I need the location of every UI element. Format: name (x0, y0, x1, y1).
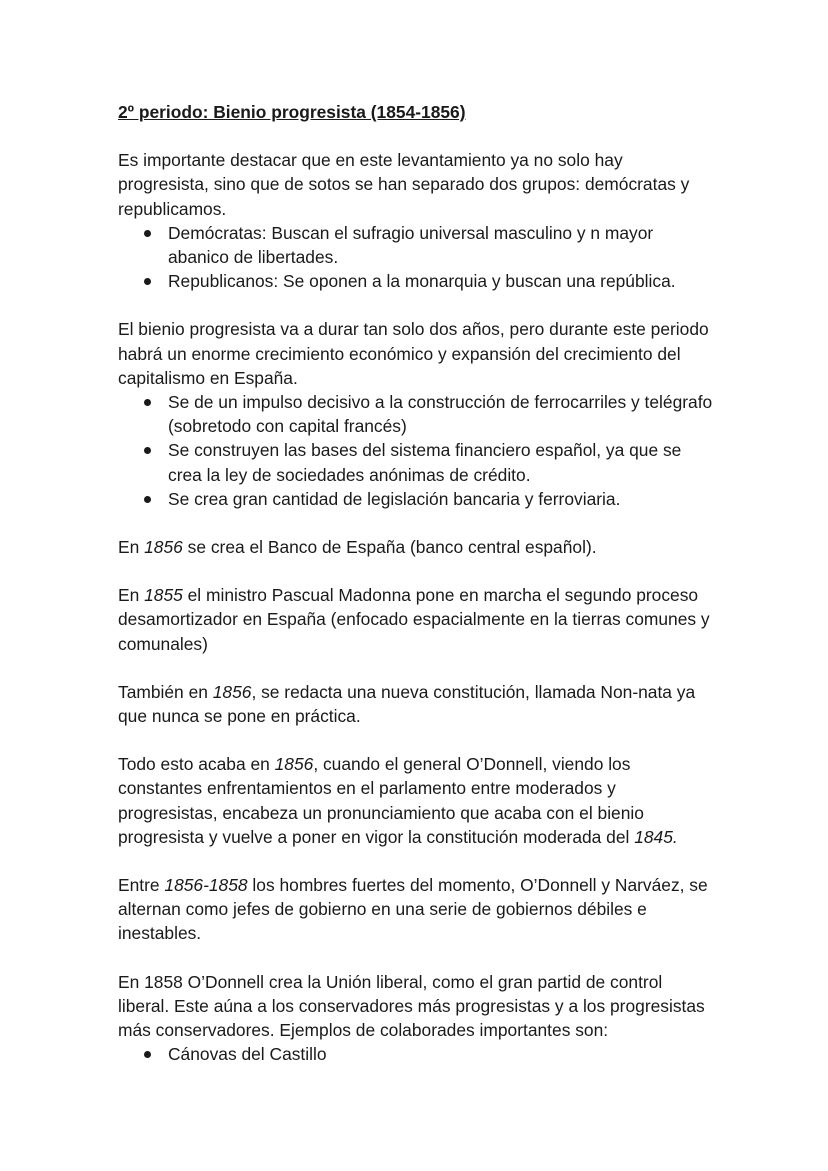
bank-paragraph: En 1856 se crea el Banco de España (banco central español). (118, 537, 597, 558)
list-item: Se construyen las bases del sistema financiero español, ya que se crea la ley de sociedades anónimas de crédito. (118, 438, 718, 486)
list-item: Se crea gran cantidad de legislación bancaria y ferroviaria. (118, 487, 718, 511)
list-item: Demócratas: Buscan el sufragio universal masculino y n mayor abanico de libertades. (118, 221, 718, 269)
desamortization-paragraph: En 1855 el ministro Pascual Madonna pone en marcha el segundo proceso desamortizador en España (enfocado espacialmente en la tierras comunes y comunales) (118, 585, 710, 654)
intro-paragraph: Es importante destacar que en este levantamiento ya no solo hay progresista, sino que de sotos se han separado dos grupos: demócratas y republicamos. (118, 150, 690, 219)
bullet-icon (144, 230, 151, 237)
list-item: Cánovas del Castillo (118, 1042, 718, 1066)
economy-paragraph: El bienio progresista va a durar tan solo dos años, pero durante este periodo habrá un enorme crecimiento económico y expansión del crecimiento del capitalismo en España. (118, 319, 709, 388)
bullet-icon (144, 496, 151, 503)
section-heading: 2º periodo: Bienio progresista (1854-1856) (118, 102, 466, 122)
alternation-paragraph: Entre 1856-1858 los hombres fuertes del momento, O’Donnell y Narváez, se alternan como jefes de gobierno en una serie de gobiernos débiles e inestables. (118, 875, 708, 944)
odonnell-paragraph: Todo esto acaba en 1856, cuando el general O’Donnell, viendo los constantes enfrentamientos en el parlamento entre moderados y progresistas, encabeza un pronunciamiento que acaba con el bienio progresista y vuelve a poner en vigor la constitución moderada del 1845. (118, 754, 678, 847)
list-item: Republicanos: Se oponen a la monarquia y buscan una república. (118, 269, 718, 293)
bullet-icon (144, 399, 151, 406)
list-item: Se de un impulso decisivo a la construcción de ferrocarriles y telégrafo (sobretodo con capital francés) (118, 390, 718, 438)
bullet-icon (144, 1051, 151, 1058)
union-liberal-paragraph: En 1858 O’Donnell crea la Unión liberal, como el gran partid de control liberal. Este aúna a los conservadores más progresistas y a los progresistas más conservadores. Ejemplos de colaborades importantes son: (118, 971, 705, 1041)
document-page (118, 100, 718, 1067)
bullet-icon (144, 278, 151, 285)
constitution-paragraph: También en 1856, se redacta una nueva constitución, llamada Non-nata ya que nunca se pone en práctica. (118, 681, 696, 727)
groups-list (118, 221, 718, 294)
bullet-icon (144, 447, 151, 454)
economy-list (118, 390, 718, 511)
collaborators-list (118, 1042, 718, 1066)
